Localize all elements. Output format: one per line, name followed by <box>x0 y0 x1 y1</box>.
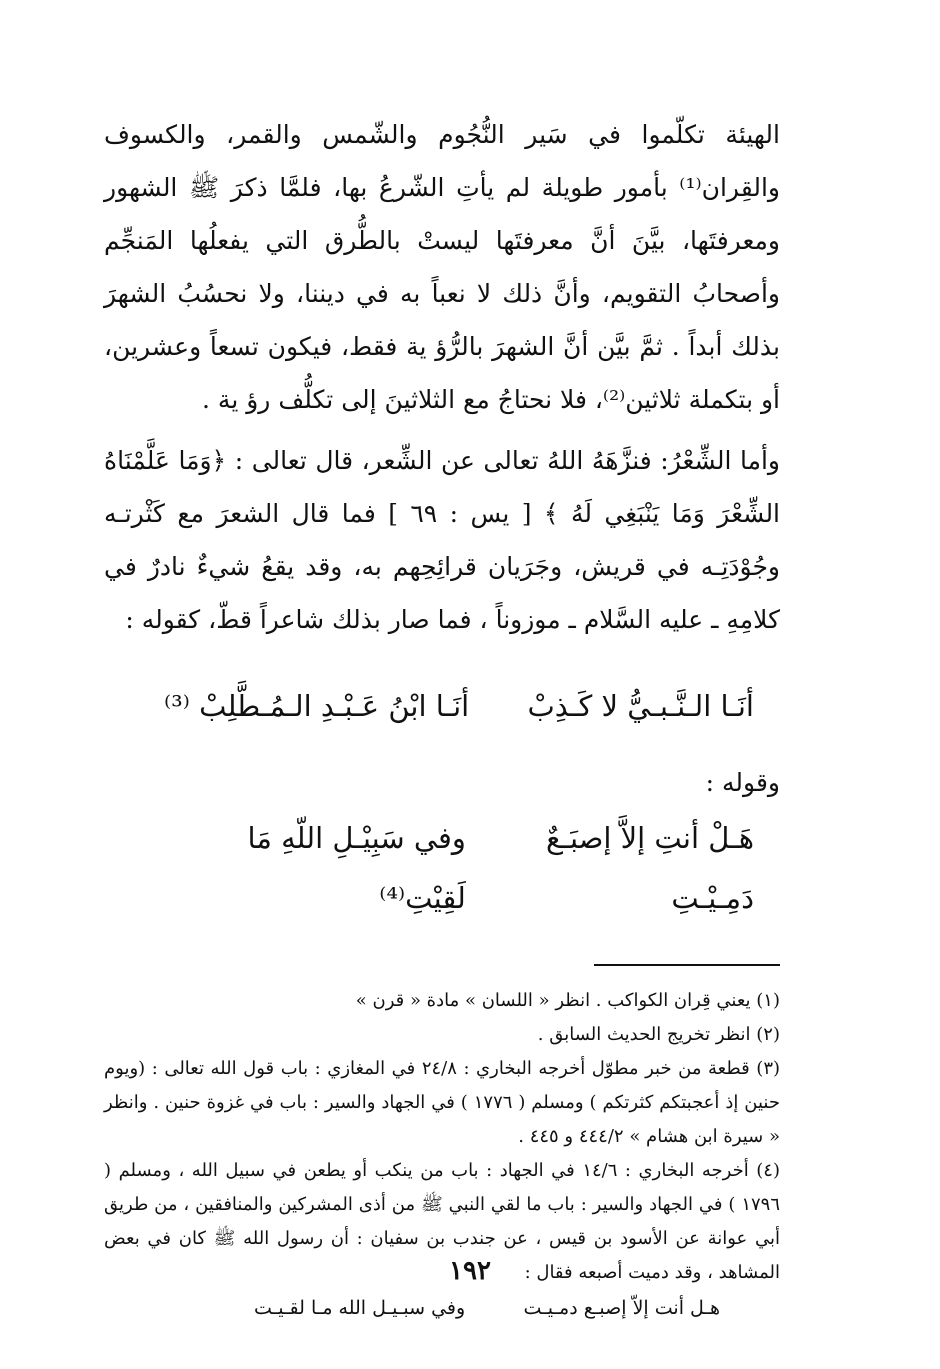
footnote-verse-first: هـل أنت إلاّ إصبـع دمـيـت <box>523 1297 720 1319</box>
verse-2-intro: وقوله : <box>705 768 780 797</box>
footnote-separator <box>594 964 780 966</box>
verse-1-second-hemistich: أنَـا ابْنُ عَـبْـدِ الـمُـطَّلِبْ ⁽³⁾ <box>164 689 470 723</box>
verse-1 <box>104 676 780 736</box>
footnote-3: (٣) قطعة من خبر مطوّل أخرجه البخاري : ٢٤/٨ في المغازي : باب قول الله تعالى : (ويوم حنين إذ أعجبتكم كثرتكم ) ومسلم ( ١٧٧٦ ) في الجهاد والسير : باب في غزوة حنين . وانظر « سيرة ابن هشام » ٤٤٤/٢ و ٤٤٥ . <box>104 1058 781 1147</box>
paragraph-1: الهيئة تكلّموا في سَير النُّجُوم والشّمس والقمر، والكسوف والقِران⁽¹⁾ بأمور طويلة لم يأتِ الشّرعُ بها، فلمَّا ذكرَ ﷺ الشهور ومعرفتَها، بيَّنَ أنَّ معرفتَها ليستْ بالطُّرق التي يفعلُها المَنجِّم وأصحابُ التقويم، وأنَّ ذلك لا نعباً به في ديننا، ولا نحسُبُ الشهرَ بذلك أبداً . ثمَّ بيَّن أنَّ الشهرَ بالرُّؤ ية فقط، فيكون تسعاً وعشرين، أو بتكملة ثلاثين⁽²⁾، فلا نحتاجُ مع الثلاثينَ إلى تكلُّف رؤ ية . <box>104 120 780 414</box>
footnote-verse <box>104 1290 780 1326</box>
verse-2 <box>104 808 780 928</box>
paragraph-gap <box>104 426 780 434</box>
footnote-2: (٢) انظر تخريج الحديث السابق . <box>537 1024 780 1045</box>
paragraph-2: وأما الشِّعْرُ: فنزَّهَهُ اللهُ تعالى عن الشِّعر، قال تعالى : ﴿وَمَا عَلَّمْنَاهُ الشِّعْرَ وَمَا يَنْبَغِي لَهُ ﴾ [ يس : ٦٩ ] فما قال الشعرَ مع كَثْرتـه وجُوْدَتِـه في قريش، وجَرَيان قرائِحِهم به، وقد يقعُ شيءٌ نادرٌ في كلامِهِ ـ عليه السَّلام ـ موزوناً ، فما صار بذلك شاعراً قطّ، كقوله : <box>104 446 781 634</box>
verse-2-second-hemistich: وفي سَبِيْـلِ اللّهِ مَا لَقِيْتِ⁽⁴⁾ <box>247 821 466 915</box>
verse-2-first-hemistich: هَـلْ أنتِ إلاَّ إصبَـعٌ دَمِـيْـتِ <box>546 821 754 915</box>
main-text <box>104 108 780 928</box>
footnote-4: (٤) أخرجه البخاري : ١٤/٦ في الجهاد : باب من ينكب أو يطعن في سبيل الله ، ومسلم ( ١٧٩٦ ) في الجهاد والسير : باب ما لقي النبي ﷺ من أذى المشركين والمنافقين ، من طريق أبي عوانة عن الأسود بن قيس ، عن جندب بن سفيان : أن رسول الله ﷺ كان في بعض المشاهد ، وقد دميت أصبعه فقال : <box>104 1160 780 1283</box>
page-number: ١٩٢ <box>449 1256 491 1286</box>
footnote-verse-second: وفي سبـيـل الله مـا لقـيـت <box>254 1297 466 1319</box>
footnote-1: (١) يعني قِران الكواكب . انظر « اللسان » مادة « قرن » <box>355 990 780 1011</box>
verse-1-first-hemistich: أنَـا الـنَّـبـيُّ لا كَـذِبْ <box>527 689 754 723</box>
